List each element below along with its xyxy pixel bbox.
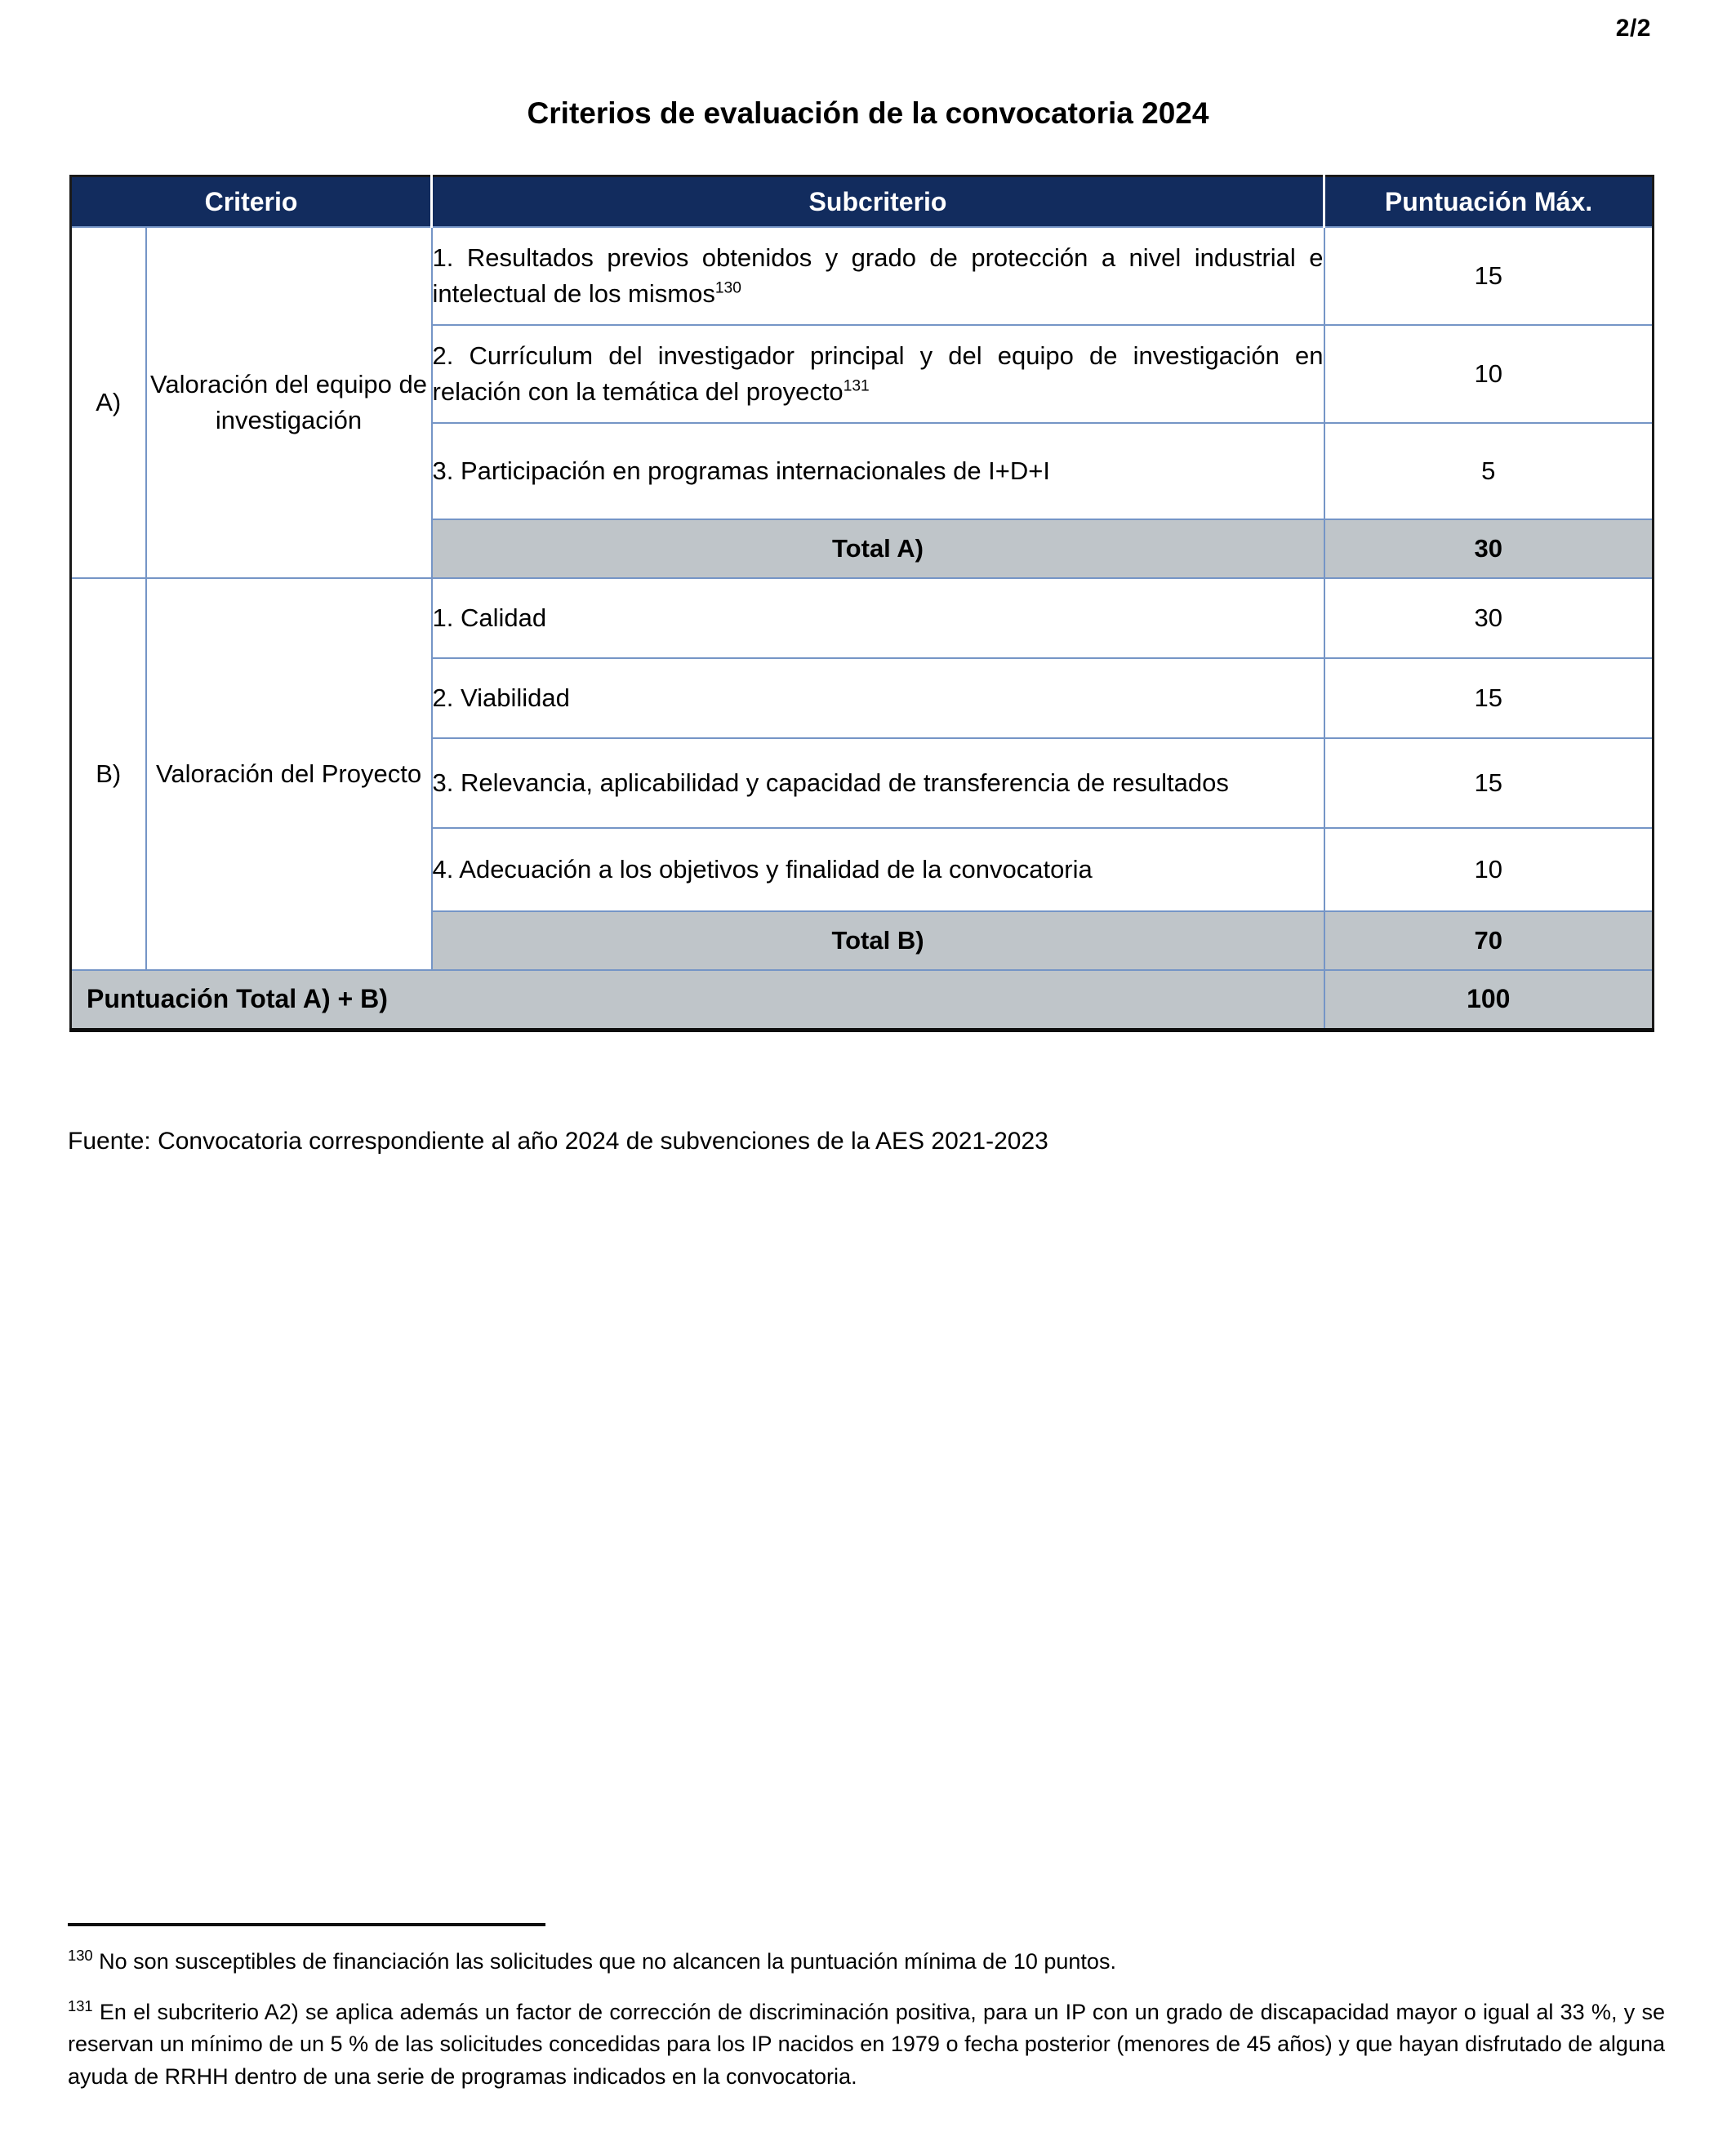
subcriterion-a2 xyxy=(432,325,1324,423)
total-a-label: Total A) xyxy=(432,519,1324,578)
column-header-puntuacion-max: Puntuación Máx. xyxy=(1324,176,1654,228)
score-b4: 10 xyxy=(1324,828,1654,911)
table-header-row xyxy=(71,176,1654,228)
grand-total-label: Puntuación Total A) + B) xyxy=(71,970,1324,1030)
column-header-subcriterio: Subcriterio xyxy=(432,176,1324,228)
table-body xyxy=(71,227,1654,1030)
group-label-a: Valoración del equipo de investigación xyxy=(146,227,432,578)
footnotes-section xyxy=(68,1946,1665,2112)
group-letter-b: B) xyxy=(71,578,146,970)
subcriterion-a1-text: 1. Resultados previos obtenidos y grado de protección a nivel industrial e intelectual de los mismos xyxy=(432,243,1324,308)
score-b2: 15 xyxy=(1324,658,1654,738)
footnote-130-text: No son susceptibles de financiación las solicitudes que no alcancen la puntuación mínima de 10 puntos. xyxy=(99,1949,1116,1974)
total-b-label: Total B) xyxy=(432,911,1324,970)
score-a1: 15 xyxy=(1324,227,1654,325)
footnote-131 xyxy=(68,1996,1665,2094)
total-b-score: 70 xyxy=(1324,911,1654,970)
subcriterion-b4: 4. Adecuación a los objetivos y finalidad de la convocatoria xyxy=(432,828,1324,911)
source-note: Fuente: Convocatoria correspondiente al año 2024 de subvenciones de la AES 2021-2023 xyxy=(68,1128,1048,1155)
table-row xyxy=(71,227,1654,325)
group-label-b: Valoración del Proyecto xyxy=(146,578,432,970)
page-number: 2/2 xyxy=(1615,15,1651,42)
subcriterion-b3: 3. Relevancia, aplicabilidad y capacidad de transferencia de resultados xyxy=(432,738,1324,828)
footnote-131-mark: 131 xyxy=(68,1996,93,2014)
group-letter-a: A) xyxy=(71,227,146,578)
footnote-131-text: En el subcriterio A2) se aplica además un factor de corrección de discriminación positiva, para un IP con un grado de discapacidad mayor o igual al 33 %, y se reservan un mínimo de un 5 % de las solicitudes concedidas para los IP nacidos en 1979 o fecha posterior (menores de 45 años) y que hayan disfrutado de alguna ayuda de RRHH dentro de una serie de programas indicados en la convocatoria. xyxy=(68,1999,1665,2090)
total-a-score: 30 xyxy=(1324,519,1654,578)
subcriterion-a3: 3. Participación en programas internacionales de I+D+I xyxy=(432,423,1324,519)
subcriterion-b2: 2. Viabilidad xyxy=(432,658,1324,738)
score-b1: 30 xyxy=(1324,578,1654,658)
subcriterion-a1 xyxy=(432,227,1324,325)
subcriterion-a2-text: 2. Currículum del investigador principal y del equipo de investigación en relación con la temática del proyecto xyxy=(432,341,1324,406)
criteria-table xyxy=(69,175,1654,1032)
footnote-ref-130: 130 xyxy=(714,279,741,297)
page-title: Criterios de evaluación de la convocatoria 2024 xyxy=(527,96,1209,130)
footnote-ref-131: 131 xyxy=(843,377,870,395)
table-row xyxy=(71,578,1654,658)
footnote-130-mark: 130 xyxy=(68,1947,93,1964)
score-a3: 5 xyxy=(1324,423,1654,519)
grand-total-score: 100 xyxy=(1324,970,1654,1030)
grand-total-row xyxy=(71,970,1654,1030)
footnote-130 xyxy=(68,1946,1665,1979)
column-header-criterio: Criterio xyxy=(71,176,432,228)
score-a2: 10 xyxy=(1324,325,1654,423)
footnote-separator xyxy=(68,1923,545,1926)
criteria-table-container xyxy=(69,175,1652,1032)
subcriterion-b1: 1. Calidad xyxy=(432,578,1324,658)
table-head xyxy=(71,176,1654,228)
score-b3: 15 xyxy=(1324,738,1654,828)
